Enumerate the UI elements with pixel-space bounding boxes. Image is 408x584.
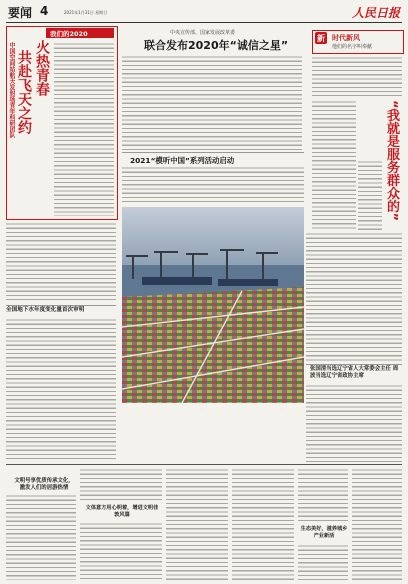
masthead [6,4,402,23]
bottom-col3-body [166,468,228,580]
feature-side-kicker [7,42,16,142]
badge-icon-text: 新 [317,34,325,43]
left-body-b [6,318,116,460]
center-kicker: 中央宣传部、国家发展改革委 [170,30,236,36]
badge-subtitle: 他们的名字叫奉献 [332,44,373,50]
right-lower-headline: 张国清当选辽宁省人大常委会主任 周波当选辽宁省政协主席 [310,366,399,379]
port-photo-graphic [122,207,304,403]
right-body-d [306,232,402,362]
bottom-col1-body [6,494,76,580]
center-body-b [122,166,304,204]
port-photo [122,207,304,403]
right-body-a [312,56,402,96]
bottom-col5-body-a [298,468,348,524]
feature-body [54,42,114,216]
section-label: 要闻 [8,6,33,20]
center-body-a [122,55,302,151]
feature-headline-2: 共赴飞天之约 [16,50,32,134]
center-headline: 联合发布2020年“诚信之星” [144,39,289,52]
right-body-e [306,384,402,464]
bottom-col2-body-a [80,468,162,502]
bottom-col1-head: 文明号享优质传承文化，激发人们的居游热情 [14,478,74,491]
feature-side-kicker-text: 中国空间站航天发射场青年科研团队 [8,42,15,138]
feature-label-text: 我们的2020 [50,30,88,38]
bottom-col2-body-b [80,522,162,580]
right-body-b [312,100,356,230]
left-subhead: 全国地下水年度变化量首次审明 [6,307,85,313]
center-subhead: 2021“模听中国”系列活动启动 [130,156,235,165]
newspaper-logo: 人民日报 [351,6,400,20]
bottom-col4-body [232,468,294,580]
page-number: 4 [40,4,49,18]
badge-title: 时代新风 [332,34,360,42]
issue-date: 2021年1月31日 星期日 [64,10,108,15]
quote-headline: “我就是服务群众的” [384,100,399,222]
bottom-col2-head: 文体意方用心明着，增进文明佳敦风篇 [85,505,159,518]
bottom-col5-body-b [298,544,348,580]
right-body-c [358,160,382,230]
feature-headline-1: 火热青春 [34,40,50,96]
left-body-a [6,222,116,302]
bottom-col6-body [352,468,402,580]
bottom-col5-head: 生态美好，滋养城乡产业新活 [300,526,348,539]
